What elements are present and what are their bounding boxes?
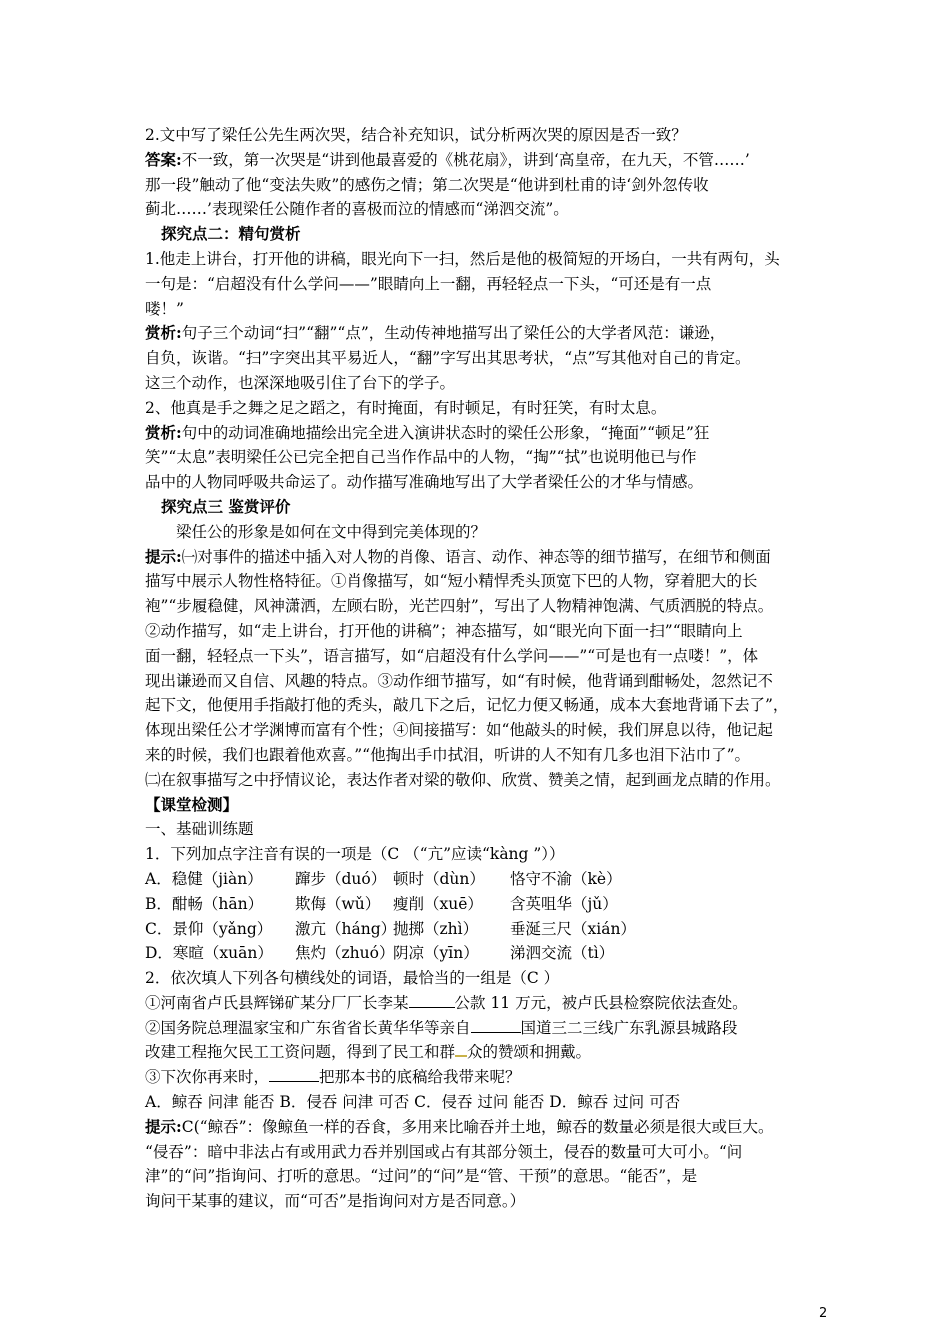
- fill-blank: [471, 1018, 521, 1033]
- answer-label: 答案:: [145, 149, 182, 169]
- hint-2-line-1: 提示:C(“鲸吞”：像鲸鱼一样的吞食，多用来比喻吞并土地，鲸吞的数量必须是很大或巨大。: [145, 1116, 774, 1136]
- hint-line-7: 起下文，他便用手指敲打他的秃头，敲几下之后，记忆力便又畅通，成本大套地背诵下去了”，: [145, 696, 789, 715]
- option-a: A．稳健（jiàn） 蹿步（duó） 顿时（dùn） 恪守不渝（kè）: [145, 869, 622, 888]
- option-c: C．景仰（yǎng） 激亢（háng） 抛掷（zhì） 垂涎三尺（xián）: [145, 919, 636, 938]
- sentence-1-line-2: 一句是：“启超没有什么学问——”眼睛向上一翻，再轻轻点一下头，“可还是有一点: [145, 274, 712, 293]
- question-2: 2.文中写了梁任公先生两次哭，结合补充知识，试分析两次哭的原因是否一致？: [145, 126, 687, 144]
- evaluation-question: 梁任公的形象是如何在文中得到完美体现的？: [176, 522, 487, 541]
- hint-label: 提示:: [145, 546, 182, 566]
- test-question-1: 1．下列加点字注音有误的一项是（C （“亢”应读“kàng ”））: [145, 845, 565, 864]
- appreciation-label: 赏析:: [145, 323, 182, 343]
- appreciation-2-line-1: 赏析:句中的动词准确地描绘出完全进入演讲状态时的梁任公形象，“掩面”“顿足”狂: [145, 422, 710, 442]
- option-b: B．酣畅（hān） 欺侮（wǔ） 瘦削（xuē） 含英咀华（jǔ）: [145, 894, 618, 913]
- hint-line-9: 来的时候，我们也跟着他欢喜。”“他掏出手巾拭泪，听讲的人不知有几多也泪下沾巾了”。: [145, 745, 751, 764]
- classroom-test-heading: 【课堂检测】: [145, 794, 239, 814]
- hint-line-2: 描写中展示人物性格特征。①肖像描写，如“短小精悍秃头顶宽下巴的人物，穿着肥大的长: [145, 572, 758, 591]
- highlight-mark: [455, 1041, 467, 1057]
- answer-line-2: 那一段”触动了他“变法失败”的感伤之情；第二次哭是“他讲到杜甫的诗‘剑外忽传收: [145, 175, 709, 194]
- appreciation-label: 赏析:: [145, 422, 182, 442]
- sentence-item-2-cont: 改建工程拖欠民工工资问题，得到了民工和群 众的赞颂和拥戴。: [145, 1043, 592, 1062]
- appreciation-1-line-1: 赏析:句子三个动词“扫”“翻”“点”，生动传神地描写出了梁任公的大学者风范：谦逊，: [145, 323, 726, 343]
- sentence-1-line-1: 1.他走上讲台，打开他的讲稿，眼光向下一扫，然后是他的极简短的开场白，一共有两句，头: [145, 249, 780, 268]
- sentence-1-line-3: 喽！”: [145, 299, 184, 318]
- hint-line-5: 面一翻，轻轻点一下头”，语言描写，如“启超没有什么学问——”“可是也有一点喽！”，体: [145, 646, 759, 665]
- hint-line-6: 现出谦逊而又自信、风趣的特点。③动作细节描写，如“有时候，他背诵到酣畅处，忽然记不: [145, 671, 773, 690]
- page-number: 2: [819, 1306, 828, 1321]
- hint-2-line-3: 津”的“问”指询问、打听的意思。“过问”的“问”是“管、干预”的意思。“能否”，是: [145, 1167, 698, 1186]
- hint-2-line-2: “侵吞”：暗中非法占有或用武力吞并别国或占有其部分领土，侵吞的数量可大可小。“问: [145, 1142, 743, 1161]
- appreciation-2-line-3: 品中的人物同呼吸共命运了。动作描写准确地写出了大学者梁任公的才华与情感。: [145, 473, 704, 492]
- hint-line-1: 提示:㈠对事件的描述中插入对人物的肖像、语言、动作、神态等的细节描写，在细节和侧面: [145, 546, 771, 566]
- fill-blank: [409, 993, 455, 1008]
- sentence-item-2: ②国务院总理温家宝和广东省省长黄华华等亲自 国道三二三线广东乳源县城路段: [145, 1018, 738, 1037]
- hint-line-10: ㈡在叙事描写之中抒情议论，表达作者对梁的敬仰、欣赏、赞美之情，起到画龙点睛的作用。: [145, 770, 781, 789]
- sentence-2: 2、他真是手之舞之足之蹈之，有时掩面，有时顿足，有时狂笑，有时太息。: [145, 398, 667, 417]
- answer-line-1: 答案:不一致，第一次哭是“讲到他最喜爱的《桃花扇》，讲到‘高皇帝，在九天，不管……’: [145, 149, 750, 169]
- document-body: [145, 123, 810, 1214]
- answer-options: A．鲸吞 问津 能否 B．侵吞 问津 可否 C．侵吞 过问 能否 D．鲸吞 过问 可否: [145, 1093, 681, 1112]
- fill-blank: [269, 1067, 319, 1082]
- test-question-2: 2．依次填人下列各句横线处的词语，最恰当的一组是（C ）: [145, 969, 560, 988]
- section-heading-2: 探究点二：精句赏析: [161, 224, 301, 244]
- sentence-item-3: ③下次你再来时， 把那本书的底稿给我带来呢？: [145, 1068, 521, 1087]
- hint-label: 提示:: [145, 1116, 182, 1136]
- option-d: D．寒暄（xuān） 焦灼（zhuó） 阴凉（yīn） 涕泗交流（tì）: [145, 944, 615, 963]
- hint-2-line-4: 询问干某事的建议，而“可否”是指询问对方是否同意。）: [145, 1192, 526, 1211]
- basic-training-heading: 一、基础训练题: [145, 820, 254, 839]
- answer-line-3: 蓟北……’表现梁任公随作者的喜极而泣的情感而“涕泗交流”。: [145, 200, 569, 219]
- appreciation-1-line-2: 自负，诙谐。“扫”字突出其平易近人，“翻”字写出其思考状，“点”写其他对自己的肯定。: [145, 349, 751, 368]
- hint-line-3: 袍”“步履稳健，风神潇洒，左顾右盼，光芒四射”，写出了人物精神饱满、气质洒脱的特点。: [145, 597, 774, 616]
- hint-line-4: ②动作描写，如“走上讲台，打开他的讲稿”；神态描写，如“眼光向下面一扫”“眼睛向上: [145, 621, 743, 640]
- sentence-item-1: ①河南省卢氏县辉锑矿某分厂厂长李某 公款 11 万元，被卢氏县检察院依法查处。: [145, 993, 748, 1012]
- hint-line-8: 体现出梁任公才学渊博而富有个性；④间接描写：如“他敲头的时候，我们屏息以待，他记起: [145, 721, 773, 740]
- section-heading-3: 探究点三 鉴赏评价: [161, 496, 291, 516]
- appreciation-2-line-2: 笑”“太息”表明梁任公已完全把自己当作作品中的人物，“掏”“拭”也说明他已与作: [145, 448, 697, 467]
- appreciation-1-line-3: 这三个动作，也深深地吸引住了台下的学子。: [145, 373, 456, 392]
